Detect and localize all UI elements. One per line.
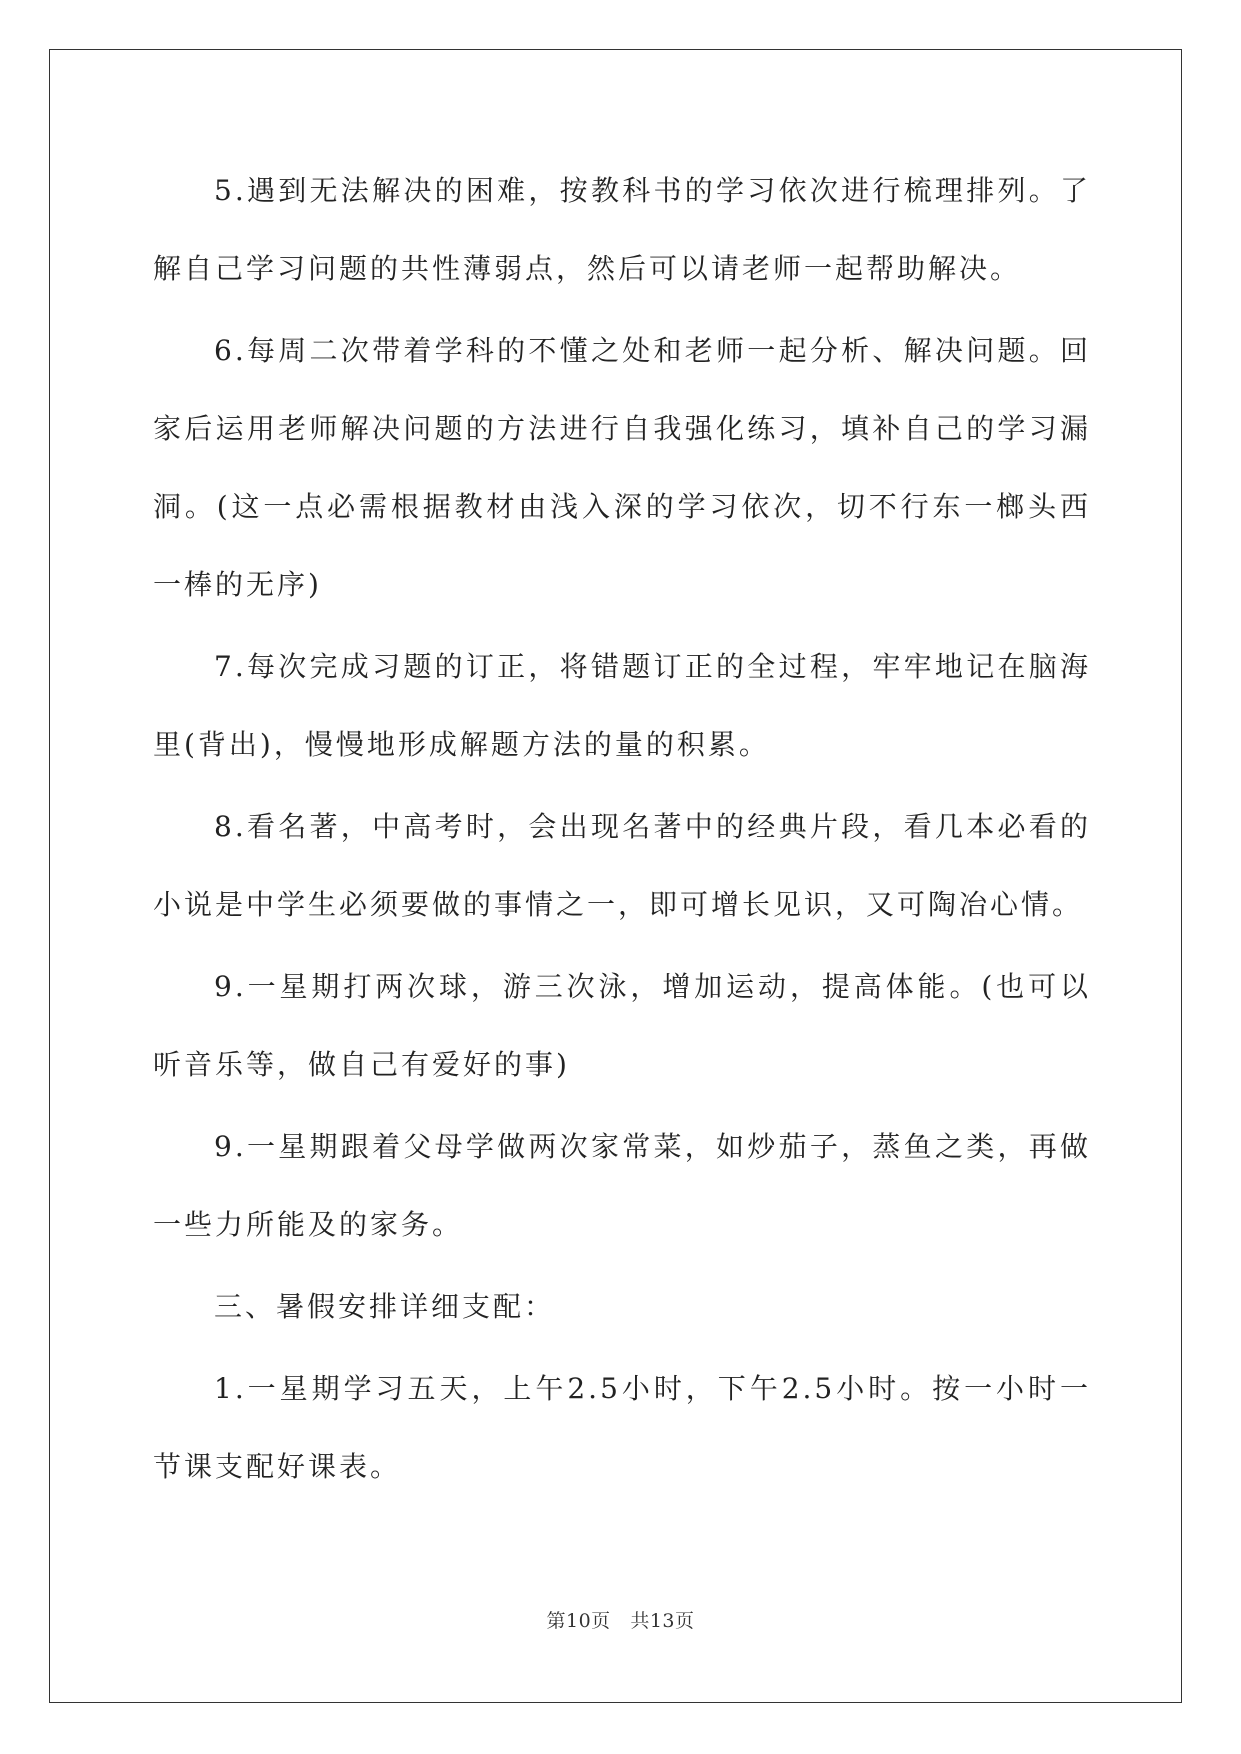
document-body	[153, 152, 1091, 1510]
page-footer	[0, 1606, 1241, 1633]
page-total: 共13页	[630, 1610, 695, 1632]
page-number: 第10页	[546, 1610, 611, 1632]
paragraph-item-6: 6.每周二次带着学科的不懂之处和老师一起分析、解决问题。回家后运用老师解决问题的方法进行自我强化练习，填补自己的学习漏洞。(这一点必需根据教材由浅入深的学习依次，切不行东一榔头西一棒的无序)	[153, 334, 1091, 601]
paragraph-item-5: 5.遇到无法解决的困难，按教科书的学习依次进行梳理排列。了解自己学习问题的共性薄弱点，然后可以请老师一起帮助解决。	[153, 174, 1091, 285]
paragraph-item-7: 7.每次完成习题的订正，将错题订正的全过程，牢牢地记在脑海里(背出)，慢慢地形成解题方法的量的积累。	[153, 650, 1091, 761]
paragraph-item-9-cooking: 9.一星期跟着父母学做两次家常菜，如炒茄子，蒸鱼之类，再做一些力所能及的家务。	[153, 1130, 1091, 1241]
section-heading-summer-schedule: 三、暑假安排详细支配：	[214, 1290, 556, 1323]
paragraph-item-9-sports: 9.一星期打两次球，游三次泳，增加运动，提高体能。(也可以听音乐等，做自己有爱好的事)	[153, 970, 1091, 1081]
paragraph-item-1-schedule: 1.一星期学习五天，上午2.5小时，下午2.5小时。按一小时一节课支配好课表。	[153, 1372, 1091, 1483]
paragraph-item-8: 8.看名著，中高考时，会出现名著中的经典片段，看几本必看的小说是中学生必须要做的事情之一，即可增长见识，又可陶冶心情。	[153, 810, 1091, 921]
